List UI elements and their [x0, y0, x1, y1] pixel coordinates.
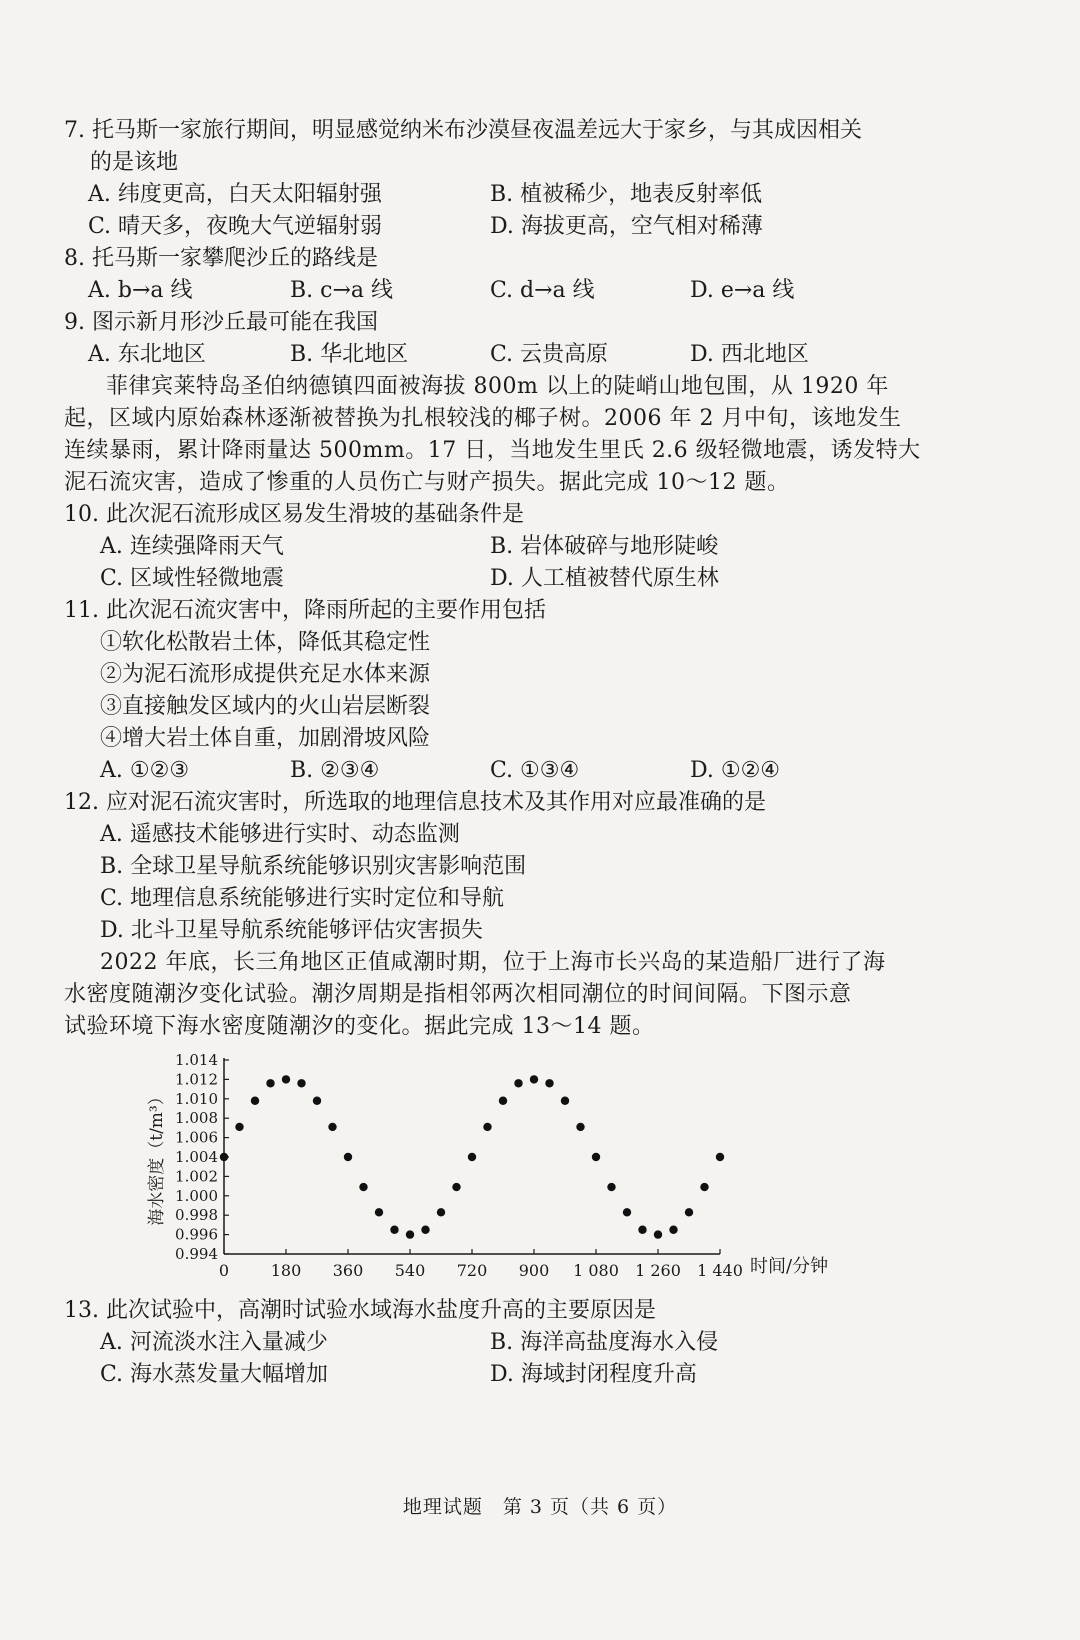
data-point: [669, 1226, 677, 1234]
q12-stem: 12. 应对泥石流灾害时，所选取的地理信息技术及其作用对应最准确的是: [64, 790, 766, 815]
q9-option-c: C. 云贵高原: [490, 342, 609, 367]
q11-item-2: ②为泥石流形成提供充足水体来源: [100, 662, 431, 687]
y-axis-label: 海水密度（t/m³）: [147, 1088, 167, 1226]
data-point: [344, 1153, 352, 1161]
x-tick-label: 180: [270, 1261, 302, 1280]
x-tick-label: 720: [456, 1261, 488, 1280]
q13-option-d: D. 海域封闭程度升高: [490, 1362, 697, 1387]
data-point: [716, 1153, 724, 1161]
data-point: [220, 1153, 228, 1161]
data-point: [359, 1183, 367, 1191]
data-point: [700, 1183, 708, 1191]
q11-stem: 11. 此次泥石流灾害中，降雨所起的主要作用包括: [64, 598, 546, 623]
q11-option-a: A. ①②③: [100, 758, 190, 783]
x-tick-label: 900: [518, 1261, 550, 1280]
data-point: [297, 1079, 305, 1087]
passage2-line2: 水密度随潮汐变化试验。潮汐周期是指相邻两次相同潮位的时间间隔。下图示意: [64, 982, 852, 1007]
data-point: [499, 1097, 507, 1105]
q7-stem-line2: 的是该地: [90, 150, 179, 175]
q10-option-c: C. 区域性轻微地震: [100, 566, 285, 591]
passage1-line3: 连续暴雨，累计降雨量达 500mm。17 日，当地发生里氏 2.6 级轻微地震，诱发特大: [64, 438, 921, 463]
page-footer: 地理试题 第 3 页（共 6 页）: [402, 1496, 678, 1518]
q12-option-b: B. 全球卫星导航系统能够识别灾害影响范围: [100, 854, 527, 879]
data-point: [282, 1075, 290, 1083]
q11-option-c: C. ①③④: [490, 758, 580, 783]
x-tick-label: 1 440: [697, 1261, 743, 1280]
data-point: [390, 1226, 398, 1234]
data-point: [514, 1079, 522, 1087]
q13-option-a: A. 河流淡水注入量减少: [100, 1330, 328, 1355]
q8-option-d: D. e→a 线: [690, 278, 795, 303]
y-tick-label: 1.014: [175, 1051, 218, 1069]
passage1-line4: 泥石流灾害，造成了惨重的人员伤亡与财产损失。据此完成 10～12 题。: [64, 470, 790, 495]
q12-option-d: D. 北斗卫星导航系统能够评估灾害损失: [100, 918, 483, 943]
x-tick-label: 360: [332, 1261, 364, 1280]
q9-option-d: D. 西北地区: [690, 342, 809, 367]
q10-option-a: A. 连续强降雨天气: [100, 534, 284, 559]
x-tick-label: 540: [394, 1261, 426, 1280]
data-point: [251, 1097, 259, 1105]
data-point: [607, 1183, 615, 1191]
y-tick-label: 1.006: [175, 1128, 218, 1147]
data-point: [468, 1153, 476, 1161]
y-tick-label: 1.000: [175, 1186, 218, 1205]
q9-stem: 9. 图示新月形沙丘最可能在我国: [64, 310, 378, 335]
q7-option-b: B. 植被稀少，地表反射率低: [490, 182, 763, 207]
q11-item-4: ④增大岩土体自重，加剧滑坡风险: [100, 726, 431, 751]
y-tick-label: 1.010: [175, 1089, 218, 1108]
data-point: [235, 1123, 243, 1131]
data-point: [654, 1230, 662, 1238]
q7-option-d: D. 海拔更高，空气相对稀薄: [490, 214, 763, 239]
data-point: [530, 1075, 538, 1083]
q12-option-c: C. 地理信息系统能够进行实时定位和导航: [100, 886, 505, 911]
q11-option-d: D. ①②④: [690, 758, 781, 783]
q12-option-a: A. 遥感技术能够进行实时、动态监测: [100, 822, 460, 847]
q7-option-c: C. 晴天多，夜晚大气逆辐射弱: [88, 214, 383, 239]
data-point: [483, 1123, 491, 1131]
q11-item-3: ③直接触发区域内的火山岩层断裂: [100, 694, 431, 719]
data-point: [545, 1079, 553, 1087]
x-tick-label: 0: [218, 1261, 230, 1280]
q8-option-c: C. d→a 线: [490, 278, 595, 303]
data-point: [452, 1183, 460, 1191]
data-point: [561, 1097, 569, 1105]
q13-stem: 13. 此次试验中，高潮时试验水域海水盐度升高的主要原因是: [64, 1298, 656, 1323]
seawater-density-chart: [130, 1040, 850, 1290]
x-tick-label: 1 260: [635, 1261, 681, 1280]
q11-item-1: ①软化松散岩土体，降低其稳定性: [100, 630, 431, 655]
passage2-line3: 试验环境下海水密度随潮汐的变化。据此完成 13～14 题。: [64, 1014, 655, 1039]
data-point: [266, 1079, 274, 1087]
q8-option-a: A. b→a 线: [88, 278, 193, 303]
data-point: [685, 1208, 693, 1216]
q10-option-b: B. 岩体破碎与地形陡峻: [490, 534, 719, 559]
data-point: [623, 1208, 631, 1216]
q13-option-c: C. 海水蒸发量大幅增加: [100, 1362, 329, 1387]
q9-option-a: A. 东北地区: [88, 342, 206, 367]
data-point: [592, 1153, 600, 1161]
q13-option-b: B. 海洋高盐度海水入侵: [490, 1330, 719, 1355]
q10-stem: 10. 此次泥石流形成区易发生滑坡的基础条件是: [64, 502, 524, 527]
data-point: [328, 1123, 336, 1131]
q7-stem-line1: 7. 托马斯一家旅行期间，明显感觉纳米布沙漠昼夜温差远大于家乡，与其成因相关: [64, 118, 862, 143]
y-tick-label: 1.002: [175, 1167, 218, 1186]
passage1-line1: 菲律宾莱特岛圣伯纳德镇四面被海拔 800m 以上的陡峭山地包围，从 1920 年: [106, 374, 889, 399]
q7-option-a: A. 纬度更高，白天太阳辐射强: [88, 182, 382, 207]
y-tick-label: 1.008: [175, 1109, 218, 1128]
q11-option-b: B. ②③④: [290, 758, 380, 783]
y-tick-label: 0.994: [175, 1245, 218, 1263]
y-tick-label: 1.004: [175, 1148, 218, 1166]
data-point: [313, 1097, 321, 1105]
x-tick-label: 1 080: [573, 1261, 619, 1280]
q10-option-d: D. 人工植被替代原生林: [490, 566, 719, 591]
y-tick-label: 0.998: [175, 1206, 218, 1225]
y-tick-label: 1.012: [175, 1070, 218, 1089]
data-point: [576, 1123, 584, 1131]
passage2-line1: 2022 年底，长三角地区正值咸潮时期，位于上海市长兴岛的某造船厂进行了海: [100, 950, 886, 975]
q9-option-b: B. 华北地区: [290, 342, 409, 367]
data-point: [437, 1208, 445, 1216]
data-point: [638, 1226, 646, 1234]
x-axis-label: 时间/分钟: [750, 1256, 829, 1277]
data-point: [375, 1208, 383, 1216]
data-point: [421, 1226, 429, 1234]
data-point: [406, 1230, 414, 1238]
y-tick-label: 0.996: [175, 1225, 218, 1244]
q8-option-b: B. c→a 线: [290, 278, 394, 303]
passage1-line2: 起，区域内原始森林逐渐被替换为扎根较浅的椰子树。2006 年 2 月中旬，该地发生: [64, 406, 902, 431]
q8-stem: 8. 托马斯一家攀爬沙丘的路线是: [64, 246, 378, 271]
